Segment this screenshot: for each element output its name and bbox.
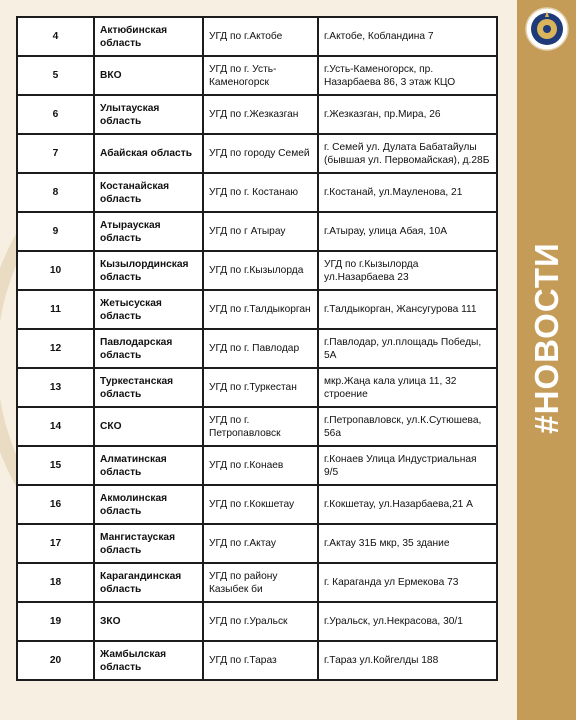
table-row [17, 368, 497, 407]
tax-office-cell: УГД по г.Жезказган [203, 95, 318, 134]
table-row [17, 290, 497, 329]
row-number-cell: 13 [17, 368, 94, 407]
tax-office-cell: УГД по району Казыбек би [203, 563, 318, 602]
tax-office-cell: УГД по г. Павлодар [203, 329, 318, 368]
table-row [17, 212, 497, 251]
row-number-cell: 11 [17, 290, 94, 329]
address-cell: г.Усть-Каменогорск, пр. Назарбаева 86, 3 этаж КЦО [318, 56, 497, 95]
table-row [17, 173, 497, 212]
address-cell: г.Жезказган, пр.Мира, 26 [318, 95, 497, 134]
table-row [17, 56, 497, 95]
region-name-cell: Павлодарская область [94, 329, 203, 368]
address-cell: УГД по г.Кызылорда ул.Назарбаева 23 [318, 251, 497, 290]
address-cell: г.Талдыкорган, Жансугурова 111 [318, 290, 497, 329]
tax-office-cell: УГД по г Атырау [203, 212, 318, 251]
tax-office-cell: УГД по г.Актау [203, 524, 318, 563]
address-cell: г.Павлодар, ул.площадь Победы, 5А [318, 329, 497, 368]
region-name-cell: Туркестанская область [94, 368, 203, 407]
table-row [17, 524, 497, 563]
tax-office-cell: УГД по городу Семей [203, 134, 318, 173]
tax-office-cell: УГД по г.Туркестан [203, 368, 318, 407]
row-number-cell: 15 [17, 446, 94, 485]
row-number-cell: 20 [17, 641, 94, 680]
table-row [17, 485, 497, 524]
row-number-cell: 7 [17, 134, 94, 173]
tax-office-cell: УГД по г.Кызылорда [203, 251, 318, 290]
table-row [17, 446, 497, 485]
tax-office-cell: УГД по г. Костанаю [203, 173, 318, 212]
row-number-cell: 14 [17, 407, 94, 446]
row-number-cell: 8 [17, 173, 94, 212]
region-name-cell: ЗКО [94, 602, 203, 641]
address-cell: г.Атырау, улица Абая, 10А [318, 212, 497, 251]
address-cell: г.Кокшетау, ул.Назарбаева,21 А [318, 485, 497, 524]
tax-office-cell: УГД по г.Конаев [203, 446, 318, 485]
table-row [17, 602, 497, 641]
region-name-cell: Алматинская область [94, 446, 203, 485]
row-number-cell: 17 [17, 524, 94, 563]
region-name-cell: Костанайская область [94, 173, 203, 212]
row-number-cell: 16 [17, 485, 94, 524]
tax-office-cell: УГД по г.Актобе [203, 17, 318, 56]
row-number-cell: 12 [17, 329, 94, 368]
table-row [17, 563, 497, 602]
region-name-cell: Актюбинская область [94, 17, 203, 56]
regions-table-body [17, 17, 497, 680]
table-row [17, 134, 497, 173]
regions-table [16, 16, 498, 681]
row-number-cell: 5 [17, 56, 94, 95]
table-row [17, 329, 497, 368]
address-cell: г.Петропавловск, ул.К.Сутюшева, 56а [318, 407, 497, 446]
address-cell: г. Караганда ул Ермекова 73 [318, 563, 497, 602]
region-name-cell: Жетысуская область [94, 290, 203, 329]
row-number-cell: 19 [17, 602, 94, 641]
region-name-cell: Карагандинская область [94, 563, 203, 602]
region-name-cell: СКО [94, 407, 203, 446]
tax-office-cell: УГД по г. Петропавловск [203, 407, 318, 446]
table-row [17, 17, 497, 56]
table-row [17, 641, 497, 680]
table-row [17, 407, 497, 446]
hashtag-news-label: #НОВОСТИ [528, 242, 565, 434]
address-cell: г.Актау 31Б мкр, 35 здание [318, 524, 497, 563]
row-number-cell: 9 [17, 212, 94, 251]
region-name-cell: ВКО [94, 56, 203, 95]
address-cell: г.Тараз ул.Койгелды 188 [318, 641, 497, 680]
tax-office-cell: УГД по г.Тараз [203, 641, 318, 680]
row-number-cell: 10 [17, 251, 94, 290]
table-row [17, 95, 497, 134]
address-cell: мкр.Жаңа кала улица 11, 32 строение [318, 368, 497, 407]
address-cell: г.Костанай, ул.Мауленова, 21 [318, 173, 497, 212]
region-name-cell: Мангистауская область [94, 524, 203, 563]
address-cell: г.Конаев Улица Индустриальная 9/5 [318, 446, 497, 485]
tax-office-cell: УГД по г. Усть-Каменогорск [203, 56, 318, 95]
region-name-cell: Акмолинская область [94, 485, 203, 524]
tax-office-cell: УГД по г.Кокшетау [203, 485, 318, 524]
row-number-cell: 6 [17, 95, 94, 134]
region-name-cell: Атырауская область [94, 212, 203, 251]
tax-office-cell: УГД по г.Уральск [203, 602, 318, 641]
address-cell: г. Семей ул. Дулата Бабатайулы (бывшая ул. Первомайская), д.28Б [318, 134, 497, 173]
emblem-logo [524, 6, 570, 52]
region-name-cell: Кызылординская область [94, 251, 203, 290]
row-number-cell: 18 [17, 563, 94, 602]
address-cell: г.Уральск, ул.Некрасова, 30/1 [318, 602, 497, 641]
region-name-cell: Абайская область [94, 134, 203, 173]
region-name-cell: Жамбылская область [94, 641, 203, 680]
address-cell: г.Актобе, Кобландина 7 [318, 17, 497, 56]
region-name-cell: Улытауская область [94, 95, 203, 134]
tax-office-cell: УГД по г.Талдыкорган [203, 290, 318, 329]
table-row [17, 251, 497, 290]
row-number-cell: 4 [17, 17, 94, 56]
